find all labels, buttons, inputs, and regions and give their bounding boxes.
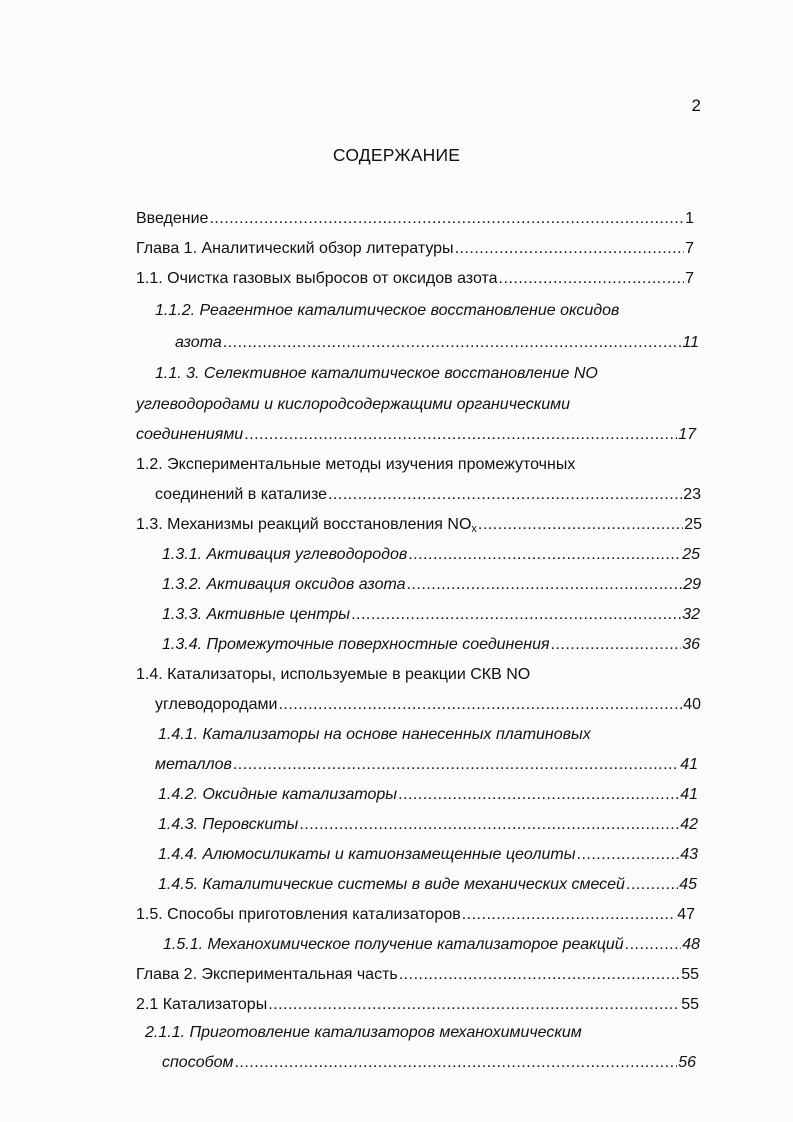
- toc-entry-text-continued: соединениями: [136, 426, 244, 443]
- toc-entry-page: 17: [678, 426, 696, 443]
- toc-entry-1-4-5[interactable]: [158, 870, 697, 900]
- toc-entry-text: [136, 510, 477, 540]
- toc-entry-text-continued: углеводородами и кислородсодержащими органическими: [136, 396, 571, 413]
- toc-entry-1-3-3[interactable]: [162, 600, 700, 630]
- dot-leader: [244, 420, 677, 450]
- toc-entry-1-4[interactable]: [136, 660, 696, 690]
- toc-entry-text: Глава 2. Экспериментальная часть: [136, 966, 398, 983]
- toc-entry-1-1-3-cont1[interactable]: [136, 390, 696, 420]
- dot-leader: [626, 870, 678, 900]
- toc-entry-page: 25: [682, 546, 700, 563]
- toc-entry-text: 1.5. Способы приготовления катализаторов: [136, 906, 461, 923]
- dot-leader: [223, 328, 682, 358]
- page-number: 2: [691, 96, 701, 115]
- dot-leader: [551, 630, 682, 660]
- toc-entry-text-main: 1.3. Механизмы реакций восстановления NO: [136, 516, 472, 533]
- toc-entry-chapter-2[interactable]: [136, 960, 699, 990]
- dot-leader: [407, 570, 683, 600]
- toc-entry-1-1-3[interactable]: [155, 359, 695, 389]
- toc-entry-1-2[interactable]: [136, 450, 694, 480]
- toc-entry-text: 1.1.2. Реагентное каталитическое восстановление оксидов: [155, 302, 620, 319]
- toc-entry-text: Глава 1. Аналитический обзор литературы: [136, 240, 454, 257]
- toc-entry-1-5[interactable]: [136, 900, 695, 930]
- toc-entry-1-4-1-cont[interactable]: [155, 750, 698, 780]
- toc-entry-1-3-1[interactable]: [162, 540, 700, 570]
- toc-entry-page: 23: [683, 486, 701, 503]
- toc-entry-text: 2.1.1. Приготовление катализаторов механохимическим: [145, 1024, 582, 1041]
- toc-entry-1-1-2-cont[interactable]: [175, 328, 699, 358]
- dot-leader: [268, 990, 680, 1020]
- toc-entry-introduction[interactable]: [136, 204, 694, 234]
- dot-leader: [328, 480, 682, 510]
- toc-entry-1-3[interactable]: [136, 510, 702, 540]
- toc-entry-chapter-1[interactable]: [136, 234, 694, 264]
- toc-entry-text-continued: соединений в катализе: [155, 486, 328, 503]
- toc-entry-text: 1.1. Очистка газовых выбросов от оксидов азота: [136, 270, 498, 287]
- toc-entry-1-2-cont[interactable]: [155, 480, 701, 510]
- toc-entry-text: 1.3.1. Активация углеводородов: [162, 546, 408, 563]
- toc-entry-1-4-4[interactable]: [158, 840, 698, 870]
- toc-entry-page: 40: [683, 696, 701, 713]
- toc-entry-1-4-1[interactable]: [158, 720, 698, 750]
- toc-entry-text: 1.4.2. Оксидные катализаторы: [158, 786, 398, 803]
- toc-entry-1-3-4[interactable]: [162, 630, 700, 660]
- toc-entry-page: 48: [682, 936, 700, 953]
- toc-entry-page: 29: [683, 576, 701, 593]
- toc-entry-page: 7: [685, 270, 694, 287]
- toc-entry-page: 42: [680, 816, 698, 833]
- dot-leader: [299, 810, 679, 840]
- toc-entry-page: 36: [682, 636, 700, 653]
- dot-leader: [455, 234, 685, 264]
- toc-entry-page: 55: [681, 966, 699, 983]
- dot-leader: [398, 780, 679, 810]
- toc-entry-page: 55: [681, 996, 699, 1013]
- toc-entry-text: Введение: [136, 210, 209, 227]
- toc-entry-page: 41: [680, 786, 698, 803]
- toc-entry-1-1-3-cont2[interactable]: [136, 420, 696, 450]
- toc-entry-2-1-1[interactable]: [145, 1018, 700, 1048]
- dot-leader: [577, 840, 680, 870]
- dot-leader: [399, 960, 680, 990]
- dot-leader: [499, 264, 685, 294]
- toc-entry-text: 1.4.1. Катализаторы на основе нанесенных платиновых: [158, 726, 591, 743]
- toc-entry-page: 11: [682, 334, 699, 351]
- toc-entry-text-continued: углеводородами: [155, 696, 278, 713]
- toc-entry-text: 1.5.1. Механохимическое получение катализаторое реакций: [163, 936, 624, 953]
- toc-entry-text-continued: азота: [175, 334, 222, 351]
- toc-entry-page: 56: [678, 1054, 696, 1071]
- toc-entry-text: 2.1 Катализаторы: [136, 996, 268, 1013]
- dot-leader: [408, 540, 681, 570]
- dot-leader: [478, 510, 683, 540]
- page-title: СОДЕРЖАНИЕ: [332, 145, 461, 165]
- dot-leader: [351, 600, 681, 630]
- toc-entry-text: 1.3.3. Активные центры: [162, 606, 351, 623]
- toc-entry-page: 45: [679, 876, 697, 893]
- toc-entry-page: 32: [682, 606, 700, 623]
- toc-entry-1-3-2[interactable]: [162, 570, 701, 600]
- subscript-x: x: [471, 523, 477, 535]
- toc-entry-text: 1.3.4. Промежуточные поверхностные соединения: [162, 636, 550, 653]
- toc-entry-text: 1.4.3. Перовскиты: [158, 816, 299, 833]
- toc-entry-text: 1.2. Экспериментальные методы изучения промежуточных: [136, 456, 576, 473]
- toc-entry-1-5-1[interactable]: [163, 930, 700, 960]
- toc-entry-page: 47: [677, 906, 695, 923]
- toc-entry-page: 7: [685, 240, 694, 257]
- toc-entry-page: 25: [684, 516, 702, 533]
- toc-entry-text: 1.4.4. Алюмосиликаты и катионзамещенные цеолиты: [158, 846, 576, 863]
- toc-entry-text: 1.3.2. Активация оксидов азота: [162, 576, 406, 593]
- toc-entry-1-1[interactable]: [136, 264, 694, 294]
- toc-entry-1-4-cont[interactable]: [155, 690, 701, 720]
- dot-leader: [278, 690, 682, 720]
- toc-entry-2-1[interactable]: [136, 990, 699, 1020]
- dot-leader: [625, 930, 682, 960]
- dot-leader: [462, 900, 676, 930]
- toc-entry-1-4-2[interactable]: [158, 780, 698, 810]
- toc-entry-text-continued: металлов: [155, 756, 232, 773]
- dot-leader: [234, 1048, 677, 1078]
- toc-entry-page: 43: [680, 846, 698, 863]
- toc-entry-text: 1.1. 3. Селективное каталитическое восстановление NO: [155, 365, 598, 382]
- toc-entry-1-4-3[interactable]: [158, 810, 698, 840]
- toc-entry-page: 1: [685, 210, 694, 227]
- toc-entry-text: 1.4.5. Каталитические системы в виде механических смесей: [158, 876, 625, 893]
- toc-entry-text-continued: способом: [162, 1054, 234, 1071]
- toc-entry-page: 41: [680, 756, 698, 773]
- dot-leader: [209, 204, 684, 234]
- toc-entry-2-1-1-cont[interactable]: [162, 1048, 696, 1078]
- toc-entry-1-1-2[interactable]: [155, 296, 695, 326]
- toc-entry-text: 1.4. Катализаторы, используемые в реакции СКВ NO: [136, 666, 531, 683]
- dot-leader: [233, 750, 679, 780]
